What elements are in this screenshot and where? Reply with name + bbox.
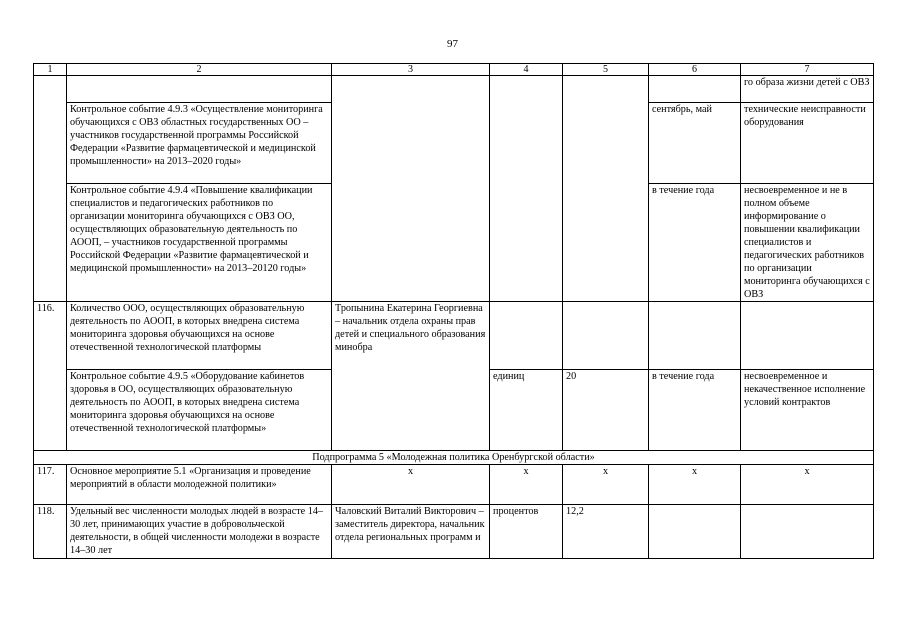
table-cell: в течение года	[649, 370, 741, 451]
number-cell: 116.	[34, 302, 67, 451]
table-cell	[490, 302, 563, 370]
header-cell: 1	[34, 64, 67, 76]
table-cell	[741, 302, 874, 370]
header-cell: 4	[490, 64, 563, 76]
subprogram-title: Подпрограмма 5 «Молодежная политика Оренбургской области»	[34, 451, 874, 465]
table-cell: технические неисправности оборудования	[741, 103, 874, 184]
table-cell: процентов	[490, 505, 563, 559]
table-cell: Чаловский Виталий Викторович – заместитель директора, начальник отдела региональных программ и	[332, 505, 490, 559]
table-row	[34, 505, 874, 559]
table-cell	[490, 76, 563, 302]
table-row	[34, 465, 874, 505]
table-row	[34, 451, 874, 465]
table-cell: Контрольное событие 4.9.3 «Осуществление мониторинга обучающихся с ОВЗ областных государственных ОО – участников государственной программы Российской Федерации «Развитие фармацевтической и медицинской промышленности» на 2013–2020 годы»	[67, 103, 332, 184]
table-cell: х	[332, 465, 490, 505]
table-cell: Контрольное событие 4.9.5 «Оборудование кабинетов здоровья в ОО, осуществляющих образовательную деятельность по АООП, в которых внедрена система мониторинга здоровья обучающихся на основе отечественной технологической платформы»	[67, 370, 332, 451]
page-number: 97	[447, 38, 458, 50]
table-cell: Основное мероприятие 5.1 «Организация и проведение мероприятий в области молодежной политики»	[67, 465, 332, 505]
table-cell	[649, 76, 741, 103]
table-cell: Количество ООО, осуществляющих образовательную деятельность по АООП, в которых внедрена система мониторинга здоровья обучающихся на основе отечественной технологической платформы	[67, 302, 332, 370]
header-cell: 3	[332, 64, 490, 76]
table-row	[34, 76, 874, 103]
table-header-row	[34, 64, 874, 76]
table-cell	[563, 76, 649, 302]
table-cell	[332, 76, 490, 302]
table-cell: 12,2	[563, 505, 649, 559]
header-cell: 6	[649, 64, 741, 76]
table-cell: несвоевременное и не в полном объеме информирование о повышении квалификации специалистов и педагогических работников по организации мониторинга обучающихся с ОВЗ	[741, 184, 874, 302]
header-cell: 5	[563, 64, 649, 76]
table-cell	[649, 505, 741, 559]
header-cell: 2	[67, 64, 332, 76]
table-cell: Тропынина Екатерина Георгиевна – начальник отдела охраны прав детей и специального образования минобра	[332, 302, 490, 451]
number-cell	[34, 76, 67, 302]
table-cell: в течение года	[649, 184, 741, 302]
table-row	[34, 302, 874, 370]
table-cell: сентябрь, май	[649, 103, 741, 184]
table-cell: х	[490, 465, 563, 505]
table-cell: го образа жизни детей с ОВЗ	[741, 76, 874, 103]
table-cell: 20	[563, 370, 649, 451]
table-cell: х	[563, 465, 649, 505]
table-cell: единиц	[490, 370, 563, 451]
table-cell: Контрольное событие 4.9.4 «Повышение квалификации специалистов и педагогических работников по организации мониторинга обучающихся с ОВЗ ОО, осуществляющих образовательную деятельность по АООП, – участников государственной программы Российской Федерации «Развитие фармацевтической и медицинской промышленности» на 2013–20120 годы»	[67, 184, 332, 302]
document-table	[33, 63, 874, 559]
table-cell	[741, 505, 874, 559]
table-cell: х	[649, 465, 741, 505]
number-cell: 117.	[34, 465, 67, 505]
table-cell	[563, 302, 649, 370]
table-cell: Удельный вес численности молодых людей в возрасте 14–30 лет, принимающих участие в добровольческой деятельности, в общей численности молодежи в возрасте 14–30 лет	[67, 505, 332, 559]
table-cell	[649, 302, 741, 370]
table-cell	[67, 76, 332, 103]
number-cell: 118.	[34, 505, 67, 559]
table-cell: несвоевременное и некачественное исполнение условий контрактов	[741, 370, 874, 451]
table-cell: х	[741, 465, 874, 505]
header-cell: 7	[741, 64, 874, 76]
